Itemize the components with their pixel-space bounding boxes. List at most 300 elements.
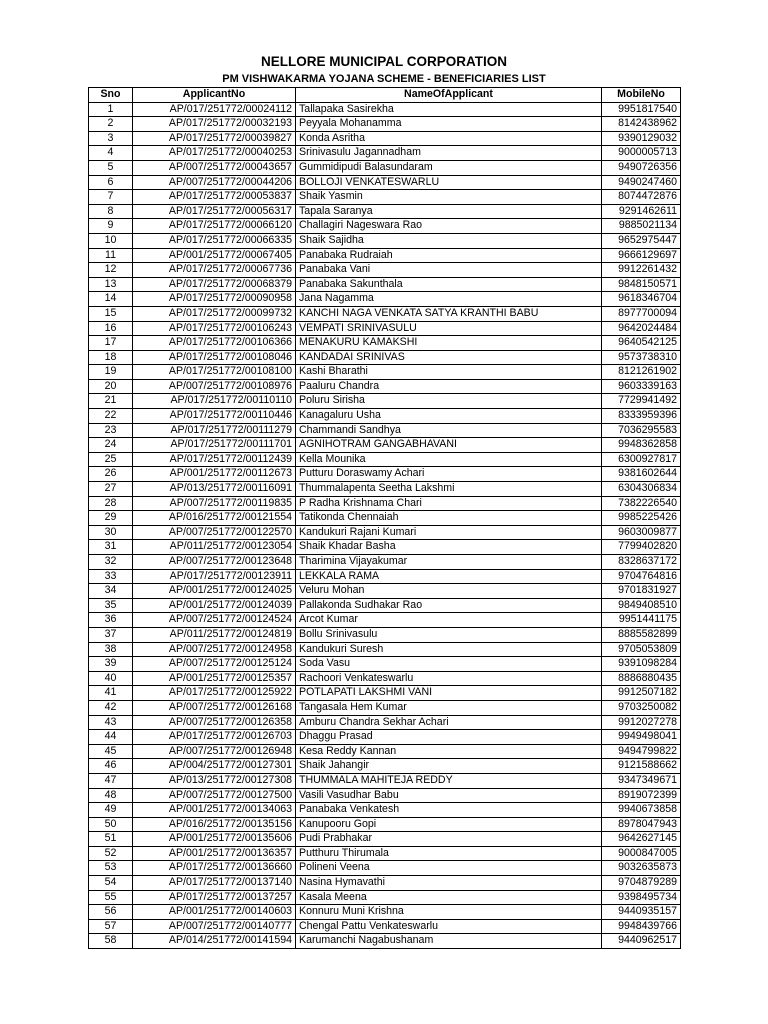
cell-applicant-name: Panabaka Vani — [296, 263, 602, 278]
cell-applicant-name: Bollu Srinivasulu — [296, 627, 602, 642]
cell-applicant-name: P Radha Krishnama Chari — [296, 496, 602, 511]
cell-sno: 55 — [89, 890, 133, 905]
cell-mobile-no: 9121588662 — [602, 759, 681, 774]
table-row — [89, 452, 681, 467]
cell-mobile-no: 9440935157 — [602, 905, 681, 920]
cell-mobile-no: 8121261902 — [602, 365, 681, 380]
cell-applicant-no: AP/017/251772/00110110 — [133, 394, 296, 409]
cell-mobile-no: 8977700094 — [602, 306, 681, 321]
table-row — [89, 146, 681, 161]
table-row — [89, 394, 681, 409]
cell-mobile-no: 8142438962 — [602, 117, 681, 132]
cell-sno: 10 — [89, 233, 133, 248]
cell-mobile-no: 9652975447 — [602, 233, 681, 248]
table-row — [89, 482, 681, 497]
cell-sno: 58 — [89, 934, 133, 949]
table-row — [89, 584, 681, 599]
cell-sno: 44 — [89, 730, 133, 745]
cell-applicant-no: AP/004/251772/00127301 — [133, 759, 296, 774]
table-row — [89, 759, 681, 774]
cell-sno: 22 — [89, 409, 133, 424]
cell-applicant-name: Panabaka Sakunthala — [296, 277, 602, 292]
cell-mobile-no: 9381602644 — [602, 467, 681, 482]
cell-mobile-no: 9948362858 — [602, 438, 681, 453]
cell-mobile-no: 8333959396 — [602, 409, 681, 424]
table-row — [89, 131, 681, 146]
cell-mobile-no: 9948439766 — [602, 919, 681, 934]
cell-applicant-no: AP/007/251772/00119835 — [133, 496, 296, 511]
cell-mobile-no: 9642627145 — [602, 832, 681, 847]
cell-sno: 36 — [89, 613, 133, 628]
cell-applicant-name: Panabaka Venkatesh — [296, 803, 602, 818]
cell-applicant-no: AP/017/251772/00108046 — [133, 350, 296, 365]
cell-mobile-no: 9704764816 — [602, 569, 681, 584]
cell-mobile-no: 9573738310 — [602, 350, 681, 365]
cell-mobile-no: 9704879289 — [602, 876, 681, 891]
header-row — [89, 88, 681, 103]
table-row — [89, 219, 681, 234]
table-row — [89, 336, 681, 351]
cell-applicant-name: Nasina Hymavathi — [296, 876, 602, 891]
cell-sno: 35 — [89, 598, 133, 613]
cell-mobile-no: 9291462611 — [602, 204, 681, 219]
cell-applicant-name: Kella Mounika — [296, 452, 602, 467]
cell-sno: 34 — [89, 584, 133, 599]
cell-applicant-no: AP/001/251772/00135606 — [133, 832, 296, 847]
table-row — [89, 409, 681, 424]
column-header-mobile: MobileNo — [602, 88, 681, 103]
cell-applicant-name: Putturu Doraswamy Achari — [296, 467, 602, 482]
cell-sno: 53 — [89, 861, 133, 876]
table-row — [89, 832, 681, 847]
cell-mobile-no: 8978047943 — [602, 817, 681, 832]
cell-applicant-name: Rachoori Venkateswarlu — [296, 671, 602, 686]
table-row — [89, 773, 681, 788]
table-row — [89, 467, 681, 482]
table-row — [89, 379, 681, 394]
table-row — [89, 438, 681, 453]
cell-applicant-name: Tallapaka Sasirekha — [296, 102, 602, 117]
cell-applicant-no: AP/017/251772/00066120 — [133, 219, 296, 234]
cell-sno: 9 — [89, 219, 133, 234]
cell-applicant-name: Shaik Khadar Basha — [296, 540, 602, 555]
table-row — [89, 555, 681, 570]
cell-applicant-name: VEMPATI SRINIVASULU — [296, 321, 602, 336]
cell-applicant-name: Kanagaluru Usha — [296, 409, 602, 424]
cell-applicant-name: Paaluru Chandra — [296, 379, 602, 394]
cell-applicant-no: AP/007/251772/00126358 — [133, 715, 296, 730]
table-row — [89, 671, 681, 686]
document-title: NELLORE MUNICIPAL CORPORATION — [261, 54, 507, 69]
cell-mobile-no: 9642024484 — [602, 321, 681, 336]
table-row — [89, 102, 681, 117]
cell-mobile-no: 6300927817 — [602, 452, 681, 467]
cell-applicant-no: AP/017/251772/00125922 — [133, 686, 296, 701]
cell-applicant-no: AP/007/251772/00127500 — [133, 788, 296, 803]
cell-applicant-no: AP/017/251772/00110446 — [133, 409, 296, 424]
cell-sno: 1 — [89, 102, 133, 117]
cell-applicant-name: Veluru Mohan — [296, 584, 602, 599]
cell-applicant-name: Konda Asritha — [296, 131, 602, 146]
table-row — [89, 744, 681, 759]
cell-sno: 15 — [89, 306, 133, 321]
cell-sno: 20 — [89, 379, 133, 394]
cell-sno: 28 — [89, 496, 133, 511]
cell-applicant-no: AP/017/251772/00099732 — [133, 306, 296, 321]
cell-mobile-no: 9000005713 — [602, 146, 681, 161]
cell-sno: 21 — [89, 394, 133, 409]
table-row — [89, 306, 681, 321]
cell-mobile-no: 9951441175 — [602, 613, 681, 628]
cell-mobile-no: 9703250082 — [602, 700, 681, 715]
cell-applicant-name: AGNIHOTRAM GANGABHAVANI — [296, 438, 602, 453]
cell-applicant-no: AP/001/251772/00125357 — [133, 671, 296, 686]
cell-applicant-name: Gummidipudi Balasundaram — [296, 160, 602, 175]
cell-mobile-no: 8328637172 — [602, 555, 681, 570]
cell-applicant-name: Chengal Pattu Venkateswarlu — [296, 919, 602, 934]
table-row — [89, 700, 681, 715]
cell-mobile-no: 9848150571 — [602, 277, 681, 292]
cell-sno: 40 — [89, 671, 133, 686]
cell-applicant-no: AP/017/251772/00137257 — [133, 890, 296, 905]
table-row — [89, 277, 681, 292]
cell-sno: 19 — [89, 365, 133, 380]
document-subtitle: PM VISHWAKARMA YOJANA SCHEME - BENEFICIARIES LIST — [222, 73, 546, 85]
cell-sno: 45 — [89, 744, 133, 759]
cell-applicant-no: AP/017/251772/00137140 — [133, 876, 296, 891]
cell-applicant-name: Peyyala Mohanamma — [296, 117, 602, 132]
cell-applicant-no: AP/001/251772/00134063 — [133, 803, 296, 818]
table-row — [89, 511, 681, 526]
cell-applicant-no: AP/007/251772/00125124 — [133, 657, 296, 672]
cell-applicant-no: AP/001/251772/00067405 — [133, 248, 296, 263]
table-row — [89, 117, 681, 132]
cell-applicant-no: AP/013/251772/00127308 — [133, 773, 296, 788]
table-row — [89, 890, 681, 905]
cell-applicant-name: Challagiri Nageswara Rao — [296, 219, 602, 234]
cell-mobile-no: 8886880435 — [602, 671, 681, 686]
cell-sno: 57 — [89, 919, 133, 934]
cell-mobile-no: 9494799822 — [602, 744, 681, 759]
cell-applicant-no: AP/017/251772/00106366 — [133, 336, 296, 351]
table-row — [89, 803, 681, 818]
table-row — [89, 350, 681, 365]
table-row — [89, 540, 681, 555]
cell-mobile-no: 8919072399 — [602, 788, 681, 803]
cell-applicant-name: Jana Nagamma — [296, 292, 602, 307]
cell-applicant-name: Shaik Jahangir — [296, 759, 602, 774]
cell-sno: 6 — [89, 175, 133, 190]
cell-applicant-name: Putthuru Thirumala — [296, 846, 602, 861]
cell-applicant-no: AP/001/251772/00124025 — [133, 584, 296, 599]
table-row — [89, 321, 681, 336]
cell-applicant-no: AP/017/251772/00039827 — [133, 131, 296, 146]
cell-applicant-no: AP/011/251772/00124819 — [133, 627, 296, 642]
cell-applicant-no: AP/017/251772/00068379 — [133, 277, 296, 292]
cell-mobile-no: 9490247460 — [602, 175, 681, 190]
cell-applicant-name: Tapala Saranya — [296, 204, 602, 219]
table-row — [89, 876, 681, 891]
cell-sno: 54 — [89, 876, 133, 891]
cell-mobile-no: 9032635873 — [602, 861, 681, 876]
cell-sno: 29 — [89, 511, 133, 526]
cell-applicant-name: Poluru Sirisha — [296, 394, 602, 409]
cell-sno: 12 — [89, 263, 133, 278]
column-header-applicant-no: ApplicantNo — [133, 88, 296, 103]
cell-applicant-no: AP/007/251772/00043657 — [133, 160, 296, 175]
cell-mobile-no: 7729941492 — [602, 394, 681, 409]
cell-applicant-no: AP/017/251772/00108100 — [133, 365, 296, 380]
cell-applicant-no: AP/017/251772/00123911 — [133, 569, 296, 584]
cell-mobile-no: 9640542125 — [602, 336, 681, 351]
cell-mobile-no: 7799402820 — [602, 540, 681, 555]
cell-mobile-no: 9618346704 — [602, 292, 681, 307]
cell-sno: 30 — [89, 525, 133, 540]
cell-sno: 46 — [89, 759, 133, 774]
table-row — [89, 715, 681, 730]
cell-mobile-no: 9951817540 — [602, 102, 681, 117]
cell-applicant-no: AP/001/251772/00136357 — [133, 846, 296, 861]
cell-applicant-name: Tharimina Vijayakumar — [296, 555, 602, 570]
cell-applicant-name: Shaik Yasmin — [296, 190, 602, 205]
table-row — [89, 817, 681, 832]
cell-applicant-name: KANDADAI SRINIVAS — [296, 350, 602, 365]
table-row — [89, 569, 681, 584]
table-row — [89, 598, 681, 613]
cell-applicant-name: Kandukuri Suresh — [296, 642, 602, 657]
cell-sno: 56 — [89, 905, 133, 920]
table-row — [89, 292, 681, 307]
cell-mobile-no: 8074472876 — [602, 190, 681, 205]
cell-sno: 50 — [89, 817, 133, 832]
cell-mobile-no: 9705053809 — [602, 642, 681, 657]
cell-sno: 7 — [89, 190, 133, 205]
table-row — [89, 861, 681, 876]
table-row — [89, 248, 681, 263]
cell-mobile-no: 9701831927 — [602, 584, 681, 599]
cell-mobile-no: 9912027278 — [602, 715, 681, 730]
cell-sno: 39 — [89, 657, 133, 672]
cell-applicant-no: AP/016/251772/00135156 — [133, 817, 296, 832]
cell-applicant-name: Kandukuri Rajani Kumari — [296, 525, 602, 540]
table-row — [89, 204, 681, 219]
cell-applicant-no: AP/017/251772/00112439 — [133, 452, 296, 467]
cell-applicant-name: KANCHI NAGA VENKATA SATYA KRANTHI BABU — [296, 306, 602, 321]
cell-applicant-no: AP/017/251772/00024112 — [133, 102, 296, 117]
cell-sno: 27 — [89, 482, 133, 497]
cell-mobile-no: 9490726356 — [602, 160, 681, 175]
cell-applicant-name: Panabaka Rudraiah — [296, 248, 602, 263]
cell-sno: 47 — [89, 773, 133, 788]
cell-sno: 16 — [89, 321, 133, 336]
table-row — [89, 365, 681, 380]
cell-applicant-no: AP/007/251772/00122570 — [133, 525, 296, 540]
cell-sno: 52 — [89, 846, 133, 861]
cell-applicant-name: Pudi Prabhakar — [296, 832, 602, 847]
cell-mobile-no: 9391098284 — [602, 657, 681, 672]
cell-applicant-name: Amburu Chandra Sekhar Achari — [296, 715, 602, 730]
cell-sno: 37 — [89, 627, 133, 642]
cell-applicant-no: AP/007/251772/00044206 — [133, 175, 296, 190]
cell-applicant-name: Thummalapenta Seetha Lakshmi — [296, 482, 602, 497]
cell-mobile-no: 9666129697 — [602, 248, 681, 263]
cell-sno: 31 — [89, 540, 133, 555]
cell-sno: 23 — [89, 423, 133, 438]
cell-applicant-name: Soda Vasu — [296, 657, 602, 672]
cell-sno: 24 — [89, 438, 133, 453]
cell-applicant-name: Vasili Vasudhar Babu — [296, 788, 602, 803]
cell-applicant-name: Pallakonda Sudhakar Rao — [296, 598, 602, 613]
cell-sno: 48 — [89, 788, 133, 803]
table-row — [89, 613, 681, 628]
cell-mobile-no: 9949498041 — [602, 730, 681, 745]
cell-applicant-name: Polineni Veena — [296, 861, 602, 876]
cell-applicant-name: Dhaggu Prasad — [296, 730, 602, 745]
cell-applicant-no: AP/001/251772/00140603 — [133, 905, 296, 920]
cell-applicant-no: AP/017/251772/00066335 — [133, 233, 296, 248]
cell-sno: 38 — [89, 642, 133, 657]
beneficiaries-sheet — [88, 52, 680, 949]
table-row — [89, 233, 681, 248]
cell-applicant-no: AP/007/251772/00126948 — [133, 744, 296, 759]
cell-applicant-no: AP/001/251772/00112673 — [133, 467, 296, 482]
table-row — [89, 657, 681, 672]
cell-mobile-no: 9603009877 — [602, 525, 681, 540]
table-header — [89, 88, 681, 103]
cell-applicant-no: AP/007/251772/00126168 — [133, 700, 296, 715]
cell-sno: 8 — [89, 204, 133, 219]
table-row — [89, 686, 681, 701]
cell-applicant-no: AP/017/251772/00032193 — [133, 117, 296, 132]
cell-sno: 4 — [89, 146, 133, 161]
cell-applicant-no: AP/007/251772/00140777 — [133, 919, 296, 934]
cell-applicant-no: AP/017/251772/00056317 — [133, 204, 296, 219]
column-header-name: NameOfApplicant — [296, 88, 602, 103]
table-row — [89, 919, 681, 934]
cell-applicant-no: AP/017/251772/00053837 — [133, 190, 296, 205]
cell-sno: 32 — [89, 555, 133, 570]
table-row — [89, 175, 681, 190]
cell-applicant-no: AP/017/251772/00126703 — [133, 730, 296, 745]
cell-applicant-name: MENAKURU KAMAKSHI — [296, 336, 602, 351]
table-row — [89, 525, 681, 540]
table-row — [89, 934, 681, 949]
cell-sno: 11 — [89, 248, 133, 263]
cell-applicant-no: AP/017/251772/00106243 — [133, 321, 296, 336]
cell-mobile-no: 9440962517 — [602, 934, 681, 949]
cell-mobile-no: 9000847005 — [602, 846, 681, 861]
cell-mobile-no: 9985225426 — [602, 511, 681, 526]
cell-sno: 51 — [89, 832, 133, 847]
cell-applicant-no: AP/017/251772/00111701 — [133, 438, 296, 453]
table-row — [89, 730, 681, 745]
cell-sno: 5 — [89, 160, 133, 175]
cell-applicant-name: Konnuru Muni Krishna — [296, 905, 602, 920]
cell-sno: 26 — [89, 467, 133, 482]
column-header-sno: Sno — [89, 88, 133, 103]
cell-sno: 18 — [89, 350, 133, 365]
cell-applicant-name: Kesa Reddy Kannan — [296, 744, 602, 759]
cell-applicant-no: AP/007/251772/00124958 — [133, 642, 296, 657]
cell-applicant-no: AP/017/251772/00040253 — [133, 146, 296, 161]
cell-applicant-name: Kanupooru Gopi — [296, 817, 602, 832]
cell-mobile-no: 6304306834 — [602, 482, 681, 497]
cell-applicant-name: Tatikonda Chennaiah — [296, 511, 602, 526]
cell-applicant-no: AP/017/251772/00067736 — [133, 263, 296, 278]
cell-mobile-no: 9912261432 — [602, 263, 681, 278]
cell-sno: 17 — [89, 336, 133, 351]
table-row — [89, 642, 681, 657]
cell-sno: 49 — [89, 803, 133, 818]
cell-applicant-name: Kashi Bharathi — [296, 365, 602, 380]
cell-mobile-no: 8885582899 — [602, 627, 681, 642]
table-row — [89, 190, 681, 205]
cell-applicant-no: AP/017/251772/00090958 — [133, 292, 296, 307]
cell-applicant-name: Srinivasulu Jagannadham — [296, 146, 602, 161]
cell-sno: 43 — [89, 715, 133, 730]
cell-applicant-name: POTLAPATI LAKSHMI VANI — [296, 686, 602, 701]
cell-mobile-no: 7036295583 — [602, 423, 681, 438]
table-body — [89, 102, 681, 948]
cell-mobile-no: 9347349671 — [602, 773, 681, 788]
cell-sno: 2 — [89, 117, 133, 132]
cell-applicant-no: AP/001/251772/00124039 — [133, 598, 296, 613]
cell-sno: 41 — [89, 686, 133, 701]
table-row — [89, 846, 681, 861]
cell-sno: 14 — [89, 292, 133, 307]
table-row — [89, 627, 681, 642]
cell-applicant-name: Kasala Meena — [296, 890, 602, 905]
cell-mobile-no: 7382226540 — [602, 496, 681, 511]
cell-mobile-no: 9398495734 — [602, 890, 681, 905]
cell-applicant-no: AP/016/251772/00121554 — [133, 511, 296, 526]
cell-mobile-no: 9390129032 — [602, 131, 681, 146]
table-row — [89, 263, 681, 278]
cell-applicant-no: AP/007/251772/00124524 — [133, 613, 296, 628]
cell-applicant-name: BOLLOJI VENKATESWARLU — [296, 175, 602, 190]
table-row — [89, 160, 681, 175]
cell-applicant-no: AP/017/251772/00136660 — [133, 861, 296, 876]
table-row — [89, 788, 681, 803]
cell-applicant-no: AP/007/251772/00123648 — [133, 555, 296, 570]
cell-mobile-no: 9603339163 — [602, 379, 681, 394]
cell-applicant-name: Arcot Kumar — [296, 613, 602, 628]
cell-mobile-no: 9912507182 — [602, 686, 681, 701]
cell-applicant-name: Karumanchi Nagabushanam — [296, 934, 602, 949]
table-row — [89, 496, 681, 511]
cell-mobile-no: 9849408510 — [602, 598, 681, 613]
cell-sno: 33 — [89, 569, 133, 584]
table-row — [89, 423, 681, 438]
table-row — [89, 905, 681, 920]
cell-applicant-name: Tangasala Hem Kumar — [296, 700, 602, 715]
cell-mobile-no: 9885021134 — [602, 219, 681, 234]
cell-applicant-name: LEKKALA RAMA — [296, 569, 602, 584]
beneficiaries-table — [88, 87, 681, 949]
cell-applicant-name: Shaik Sajidha — [296, 233, 602, 248]
cell-applicant-no: AP/013/251772/00116091 — [133, 482, 296, 497]
cell-applicant-no: AP/017/251772/00111279 — [133, 423, 296, 438]
cell-applicant-name: Chammandi Sandhya — [296, 423, 602, 438]
cell-sno: 25 — [89, 452, 133, 467]
cell-applicant-no: AP/014/251772/00141594 — [133, 934, 296, 949]
cell-applicant-no: AP/011/251772/00123054 — [133, 540, 296, 555]
cell-applicant-no: AP/007/251772/00108976 — [133, 379, 296, 394]
cell-applicant-name: THUMMALA MAHITEJA REDDY — [296, 773, 602, 788]
cell-sno: 13 — [89, 277, 133, 292]
cell-mobile-no: 9940673858 — [602, 803, 681, 818]
cell-sno: 42 — [89, 700, 133, 715]
